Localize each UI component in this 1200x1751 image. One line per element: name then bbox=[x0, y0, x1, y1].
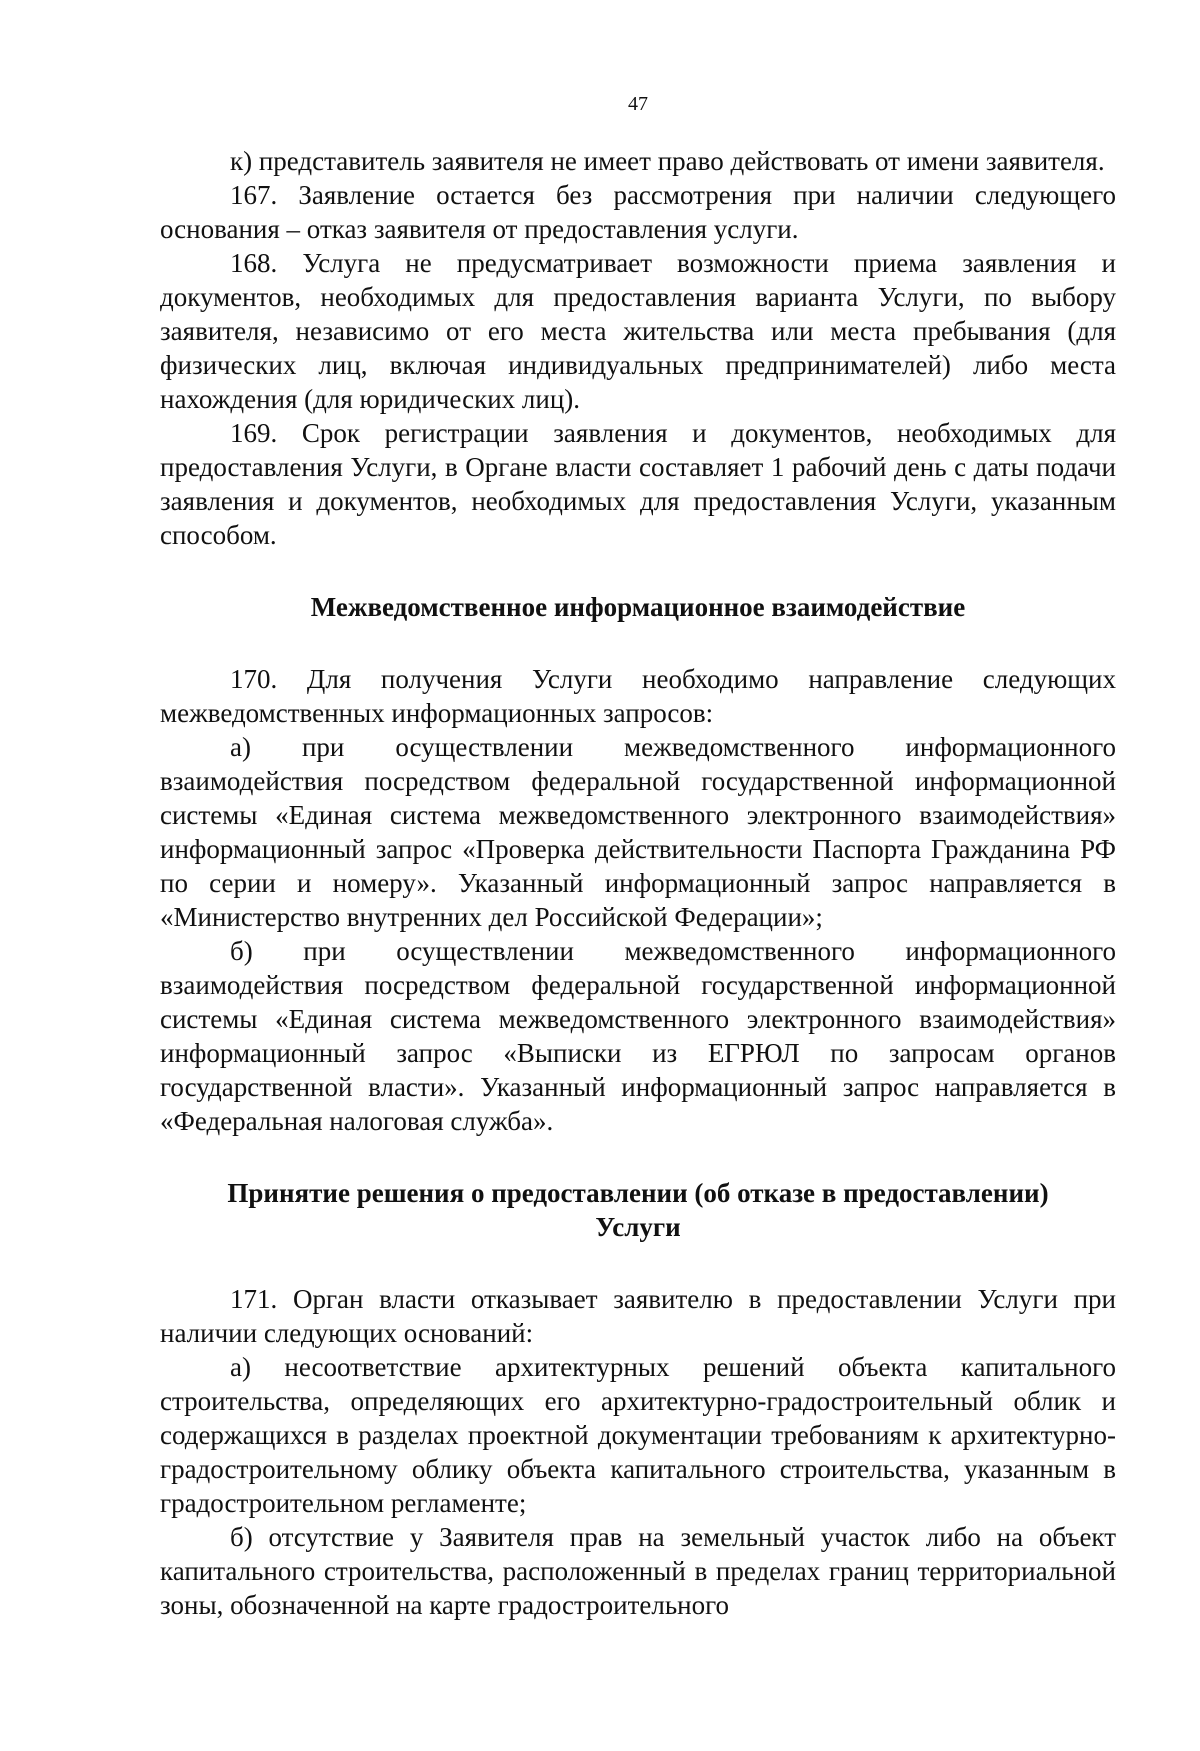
document-page bbox=[160, 92, 1116, 1622]
section-heading-interagency: Межведомственное информационное взаимодействие bbox=[310, 592, 966, 622]
paragraph-170: 170. Для получения Услуги необходимо направление следующих межведомственных информационных запросов: bbox=[160, 664, 1116, 728]
section-heading-decision-line-1: Принятие решения о предоставлении (об отказе в предоставлении) bbox=[227, 1178, 1049, 1208]
paragraph-k: к) представитель заявителя не имеет право действовать от имени заявителя. bbox=[230, 146, 1105, 176]
section-heading-decision-line-2: Услуги bbox=[595, 1212, 681, 1242]
paragraph-167: 167. Заявление остается без рассмотрения при наличии следующего основания – отказ заявителя от предоставления услуги. bbox=[160, 180, 1116, 244]
paragraph-168: 168. Услуга не предусматривает возможности приема заявления и документов, необходимых для предоставления варианта Услуги, по выбору заявителя, независимо от его места жительства или места пребывания (для физических лиц, включая индивидуальных предпринимателей) либо места нахождения (для юридических лиц). bbox=[160, 248, 1116, 414]
section-heading-decision bbox=[160, 1176, 1116, 1244]
paragraph-171-b: б) отсутствие у Заявителя прав на земельный участок либо на объект капитального строительства, расположенный в пределах границ территориальной зоны, обозначенной на карте градостроительного bbox=[160, 1522, 1116, 1620]
paragraph-171: 171. Орган власти отказывает заявителю в предоставлении Услуги при наличии следующих оснований: bbox=[160, 1284, 1116, 1348]
page-number: 47 bbox=[628, 93, 648, 115]
paragraph-170-b: б) при осуществлении межведомственного информационного взаимодействия посредством федеральной государственной информационной системы «Единая система межведомственного электронного взаимодействия» информационный запрос «Выписки из ЕГРЮЛ по запросам органов государственной власти». Указанный информационный запрос направляется в «Федеральная налоговая служба». bbox=[160, 936, 1116, 1136]
paragraph-169: 169. Срок регистрации заявления и документов, необходимых для предоставления Услуги, в Органе власти составляет 1 рабочий день с даты подачи заявления и документов, необходимых для предоставления Услуги, указанным способом. bbox=[160, 418, 1116, 550]
paragraph-171-a: а) несоответствие архитектурных решений объекта капитального строительства, определяющих его архитектурно-градостроительный облик и содержащихся в разделах проектной документации требованиям к архитектурно-градостроительному облику объекта капитального строительства, указанным в градостроительном регламенте; bbox=[160, 1352, 1116, 1518]
paragraph-170-a: а) при осуществлении межведомственного информационного взаимодействия посредством федеральной государственной информационной системы «Единая система межведомственного электронного взаимодействия» информационный запрос «Проверка действительности Паспорта Гражданина РФ по серии и номеру». Указанный информационный запрос направляется в «Министерство внутренних дел Российской Федерации»; bbox=[160, 732, 1116, 932]
